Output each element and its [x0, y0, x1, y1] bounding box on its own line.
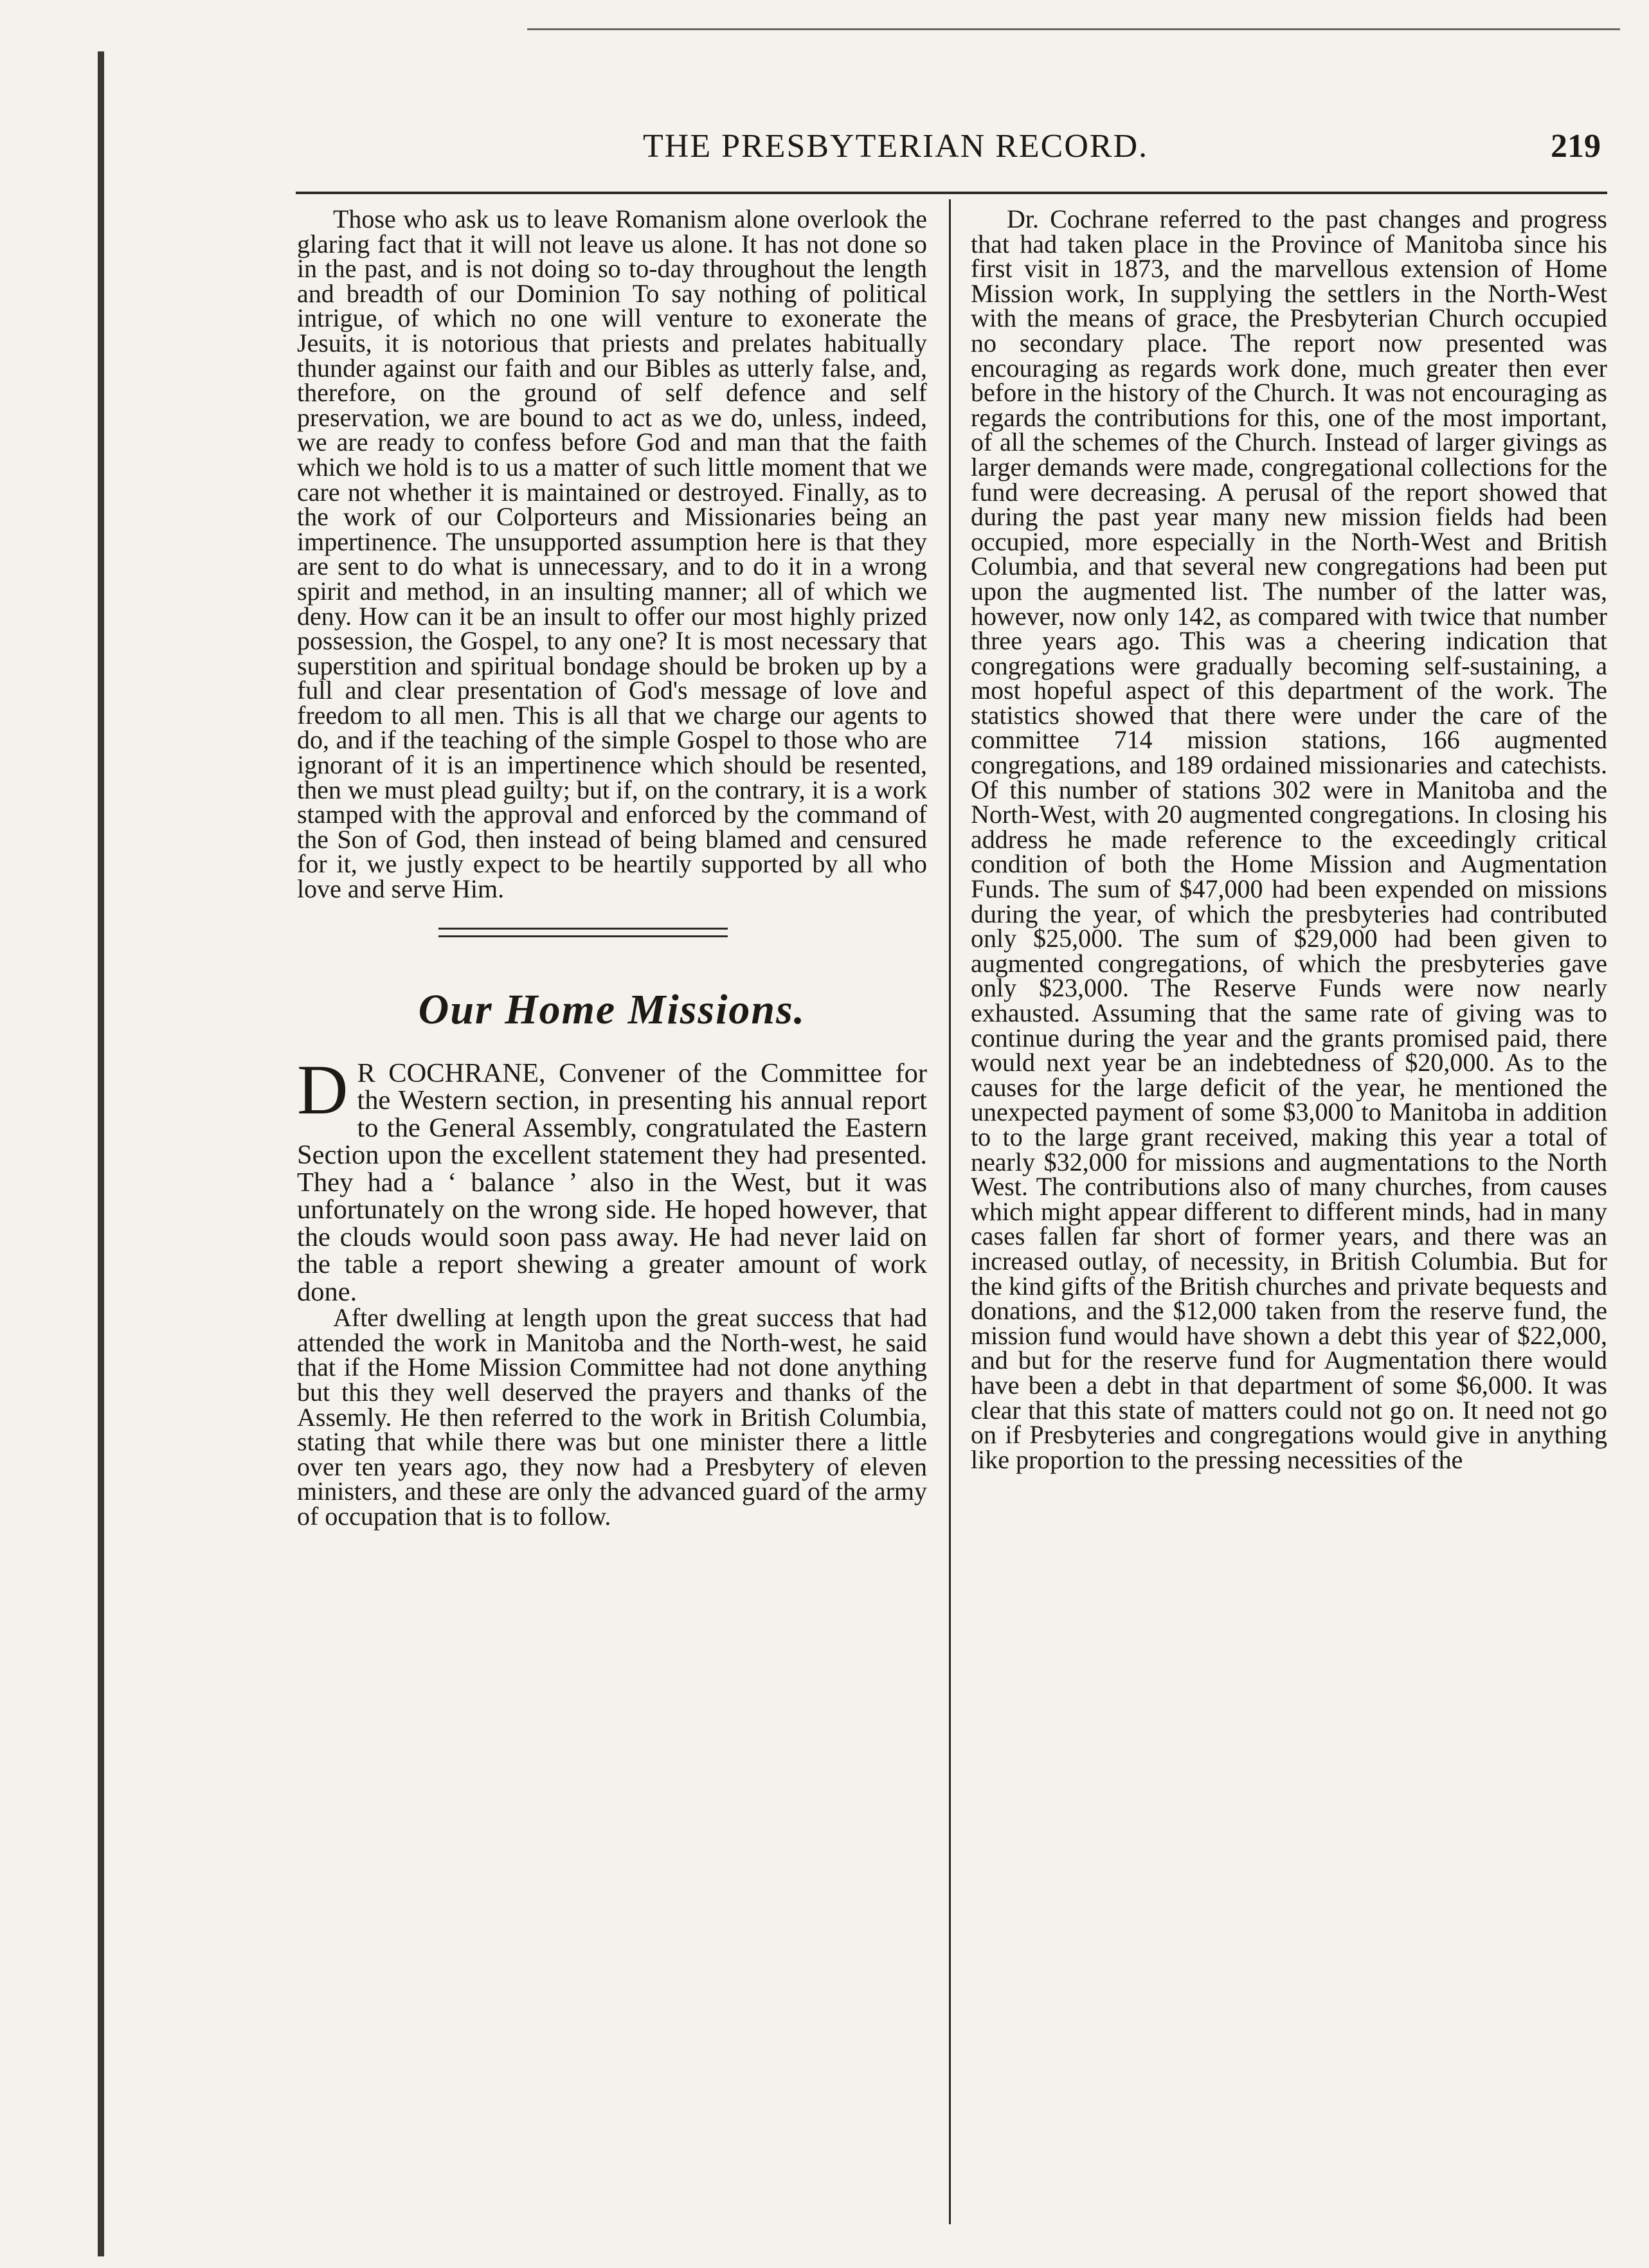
paragraph-lede: [297, 1050, 927, 1307]
journal-title: THE PRESBYTERIAN RECORD.: [643, 128, 1149, 165]
left-column: [297, 204, 927, 1531]
lede-text: R COCHRANE, Convener of the Committee for the Western section, in presenting his annual report to the General Assembly, congratulated the Eastern Section upon the excellent statement they had presented. They had a ‘ balance ’ also in the West, but it was unfortunately on the wrong side. He hoped however, that the clouds would soon pass away. He had never laid on the table a report shewing a greater amount of work done.: [297, 1058, 927, 1307]
running-header: [302, 127, 1601, 179]
column-divider: [949, 199, 951, 2224]
page-number: 219: [1551, 128, 1601, 165]
top-rule: [527, 28, 1620, 30]
paragraph-manitoba: After dwelling at length upon the great success that had attended the work in Manitoba and the North-west, he said that if the Home Mission Committee had not done anything but this they well deserved the prayers and thanks of the Assemly. He then referred to the work in British Columbia, stating that while there was but one minister there a little over ten years ago, they now had a Presbytery of eleven ministers, and these are only the advanced guard of the army of occupation that is to follow.: [297, 1303, 927, 1531]
paragraph-report: Dr. Cochrane referred to the past changes and progress that had taken place in the Province of Manitoba since his first visit in 1873, and the marvellous extension of Home Mission work, In supplying the settlers in the North-West with the means of grace, the Presbyterian Church occupied no secondary place. The report now presented was encouraging as regards work done, much greater then ever before in the history of the Church. It was not encouraging as regards the contributions for this, one of the most important, of all the schemes of the Church. Instead of larger givings as larger demands were made, congregational collections for the fund were decreasing. A perusal of the report showed that during the past year many new mission fields had been occupied, more especially in the North-West and British Columbia, and that several new congregations had been put upon the augmented list. The number of the latter was, however, now only 142, as compared with twice that number three years ago. This was a cheering indication that congregations were gradually becoming self-sustaining, a most hopeful aspect of this department of the work. The statistics showed that there were under the care of the committee 714 mission stations, 166 augmented congregations, and 189 ordained missionaries and catechists. Of this number of stations 302 were in Manitoba and the North-West, with 20 augmented congregations. In closing his address he made reference to the exceedingly critical condition of both the Home Mission and Augmentation Funds. The sum of $47,000 had been expended on missions during the year, of which the presbyteries had contributed only $25,000. The sum of $29,000 had been given to augmented congregations, of which the presbyteries gave only $23,000. The Reserve Funds were now nearly exhausted. Assuming that the same rate of giving was to continue during the year and the grants promised paid, there would next year be an indebtedness of $20,000. As to the causes for the large deficit of the year, he mentioned the unexpected payment of some $3,000 to Manitoba in addition to to the large grant received, making this year a total of nearly $32,000 for missions and augmentations to the North West. The contributions also of many churches, from causes which might appear different to different minds, had in many cases fallen far short of former years, and there was an increased outlay, of necessity, in British Columbia. But for the kind gifts of the British churches and private bequests and donations, and the $12,000 taken from the reserve fund, the mission fund would have shown a debt this year of $22,000, and but for the reserve fund for Augmentation there would have been a debt in that department of some $6,000. It was clear that this state of matters could not go on. It need not go on if Presbyteries and congregations would give in anything like proportion to the pressing necessities of the: [971, 204, 1607, 1474]
binding-margin: [98, 51, 104, 2256]
separator-rule-2: [438, 935, 728, 937]
section-separator: [297, 902, 927, 986]
section-title: Our Home Missions.: [418, 986, 806, 1033]
drop-cap: D: [297, 1050, 348, 1129]
separator-rule-1: [438, 928, 728, 930]
right-column: [971, 204, 1607, 1474]
header-rule: [296, 192, 1607, 194]
paragraph-romanism: Those who ask us to leave Romanism alone overlook the glaring fact that it will not leave us alone. It has not done so in the past, and is not doing so to-day throughout the length and breadth of our Dominion To say nothing of political intrigue, of which no one will venture to exonerate the Jesuits, it is notorious that priests and prelates habitually thunder against our faith and our Bibles as utterly false, and, therefore, on the ground of self defence and self preservation, we are bound to act as we do, unless, indeed, we are ready to confess before God and man that the faith which we hold is to us a matter of such little moment that we care not whether it is maintained or destroyed. Finally, as to the work of our Colporteurs and Missionaries being an impertinence. The unsupported assumption here is that they are sent to do what is unnecessary, and to do it in a wrong spirit and method, in an insulting manner; all of which we deny. How can it be an insult to offer our most highly prized possession, the Gospel, to any one? It is most necessary that superstition and spiritual bondage should be broken up by a full and clear presentation of God's message of love and freedom to all men. This is all that we charge our agents to do, and if the teaching of the simple Gospel to those who are ignorant of it is an impertinence which should be resented, then we must plead guilty; but if, on the contrary, it is a work stamped with the approval and enforced by the command of the Son of God, then instead of being blamed and censured for it, we justly expect to be heartily supported by all who love and serve Him.: [297, 204, 927, 904]
